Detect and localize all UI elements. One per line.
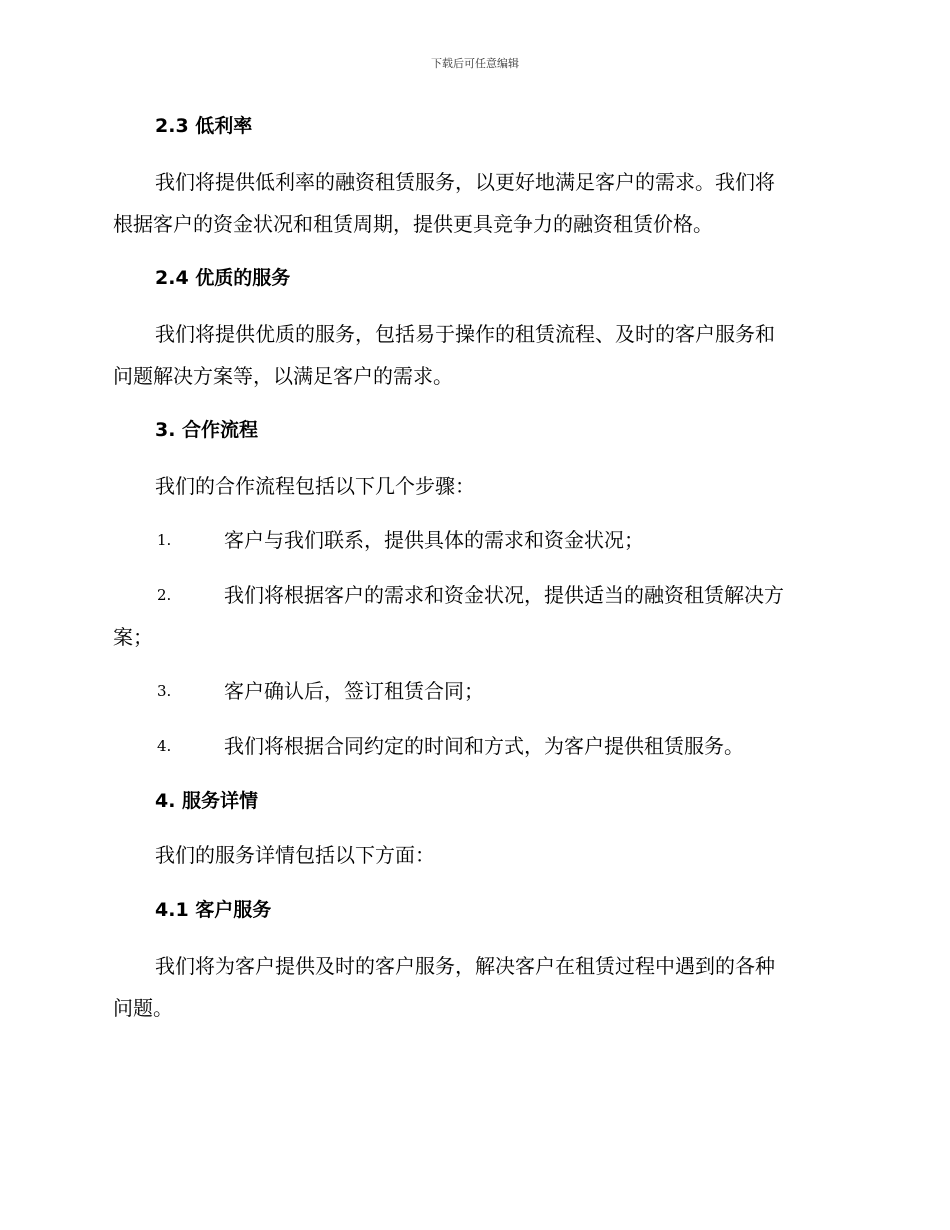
- step-number: 4.: [157, 737, 172, 755]
- section-3-intro: 我们的合作流程包括以下几个步骤：: [155, 474, 475, 498]
- step-text: 客户确认后，签订租赁合同；: [224, 679, 484, 703]
- header-note: 下载后可任意编辑: [431, 57, 519, 70]
- step-number: 1.: [157, 531, 172, 549]
- section-2-3-paragraph-line-2: 根据客户的资金状况和租赁周期，提供更具竞争力的融资租赁价格。: [113, 212, 713, 236]
- step-number: 2.: [157, 586, 172, 604]
- step-text: 我们将根据合同约定的时间和方式，为客户提供租赁服务。: [224, 734, 744, 758]
- section-4-1-paragraph-line-2: 问题。: [113, 996, 173, 1020]
- step-text-continuation: 案；: [113, 625, 153, 649]
- section-2-3-heading: 2.3 低利率: [155, 115, 253, 137]
- section-4-1-heading: 4.1 客户服务: [155, 899, 272, 921]
- section-4-1-paragraph-line-1: 我们将为客户提供及时的客户服务，解决客户在租赁过程中遇到的各种: [155, 954, 775, 978]
- section-2-4-paragraph-line-2: 问题解决方案等，以满足客户的需求。: [113, 364, 453, 388]
- step-number: 3.: [157, 682, 172, 700]
- section-4-heading: 4. 服务详情: [155, 790, 259, 812]
- section-2-4-heading: 2.4 优质的服务: [155, 267, 291, 289]
- section-4-intro: 我们的服务详情包括以下方面：: [155, 843, 435, 867]
- section-2-4-paragraph-line-1: 我们将提供优质的服务，包括易于操作的租赁流程、及时的客户服务和: [155, 322, 775, 346]
- step-text: 我们将根据客户的需求和资金状况，提供适当的融资租赁解决方: [224, 583, 784, 607]
- step-text: 客户与我们联系，提供具体的需求和资金状况；: [224, 528, 644, 552]
- section-2-3-paragraph-line-1: 我们将提供低利率的融资租赁服务，以更好地满足客户的需求。我们将: [155, 170, 775, 194]
- section-3-heading: 3. 合作流程: [155, 419, 259, 441]
